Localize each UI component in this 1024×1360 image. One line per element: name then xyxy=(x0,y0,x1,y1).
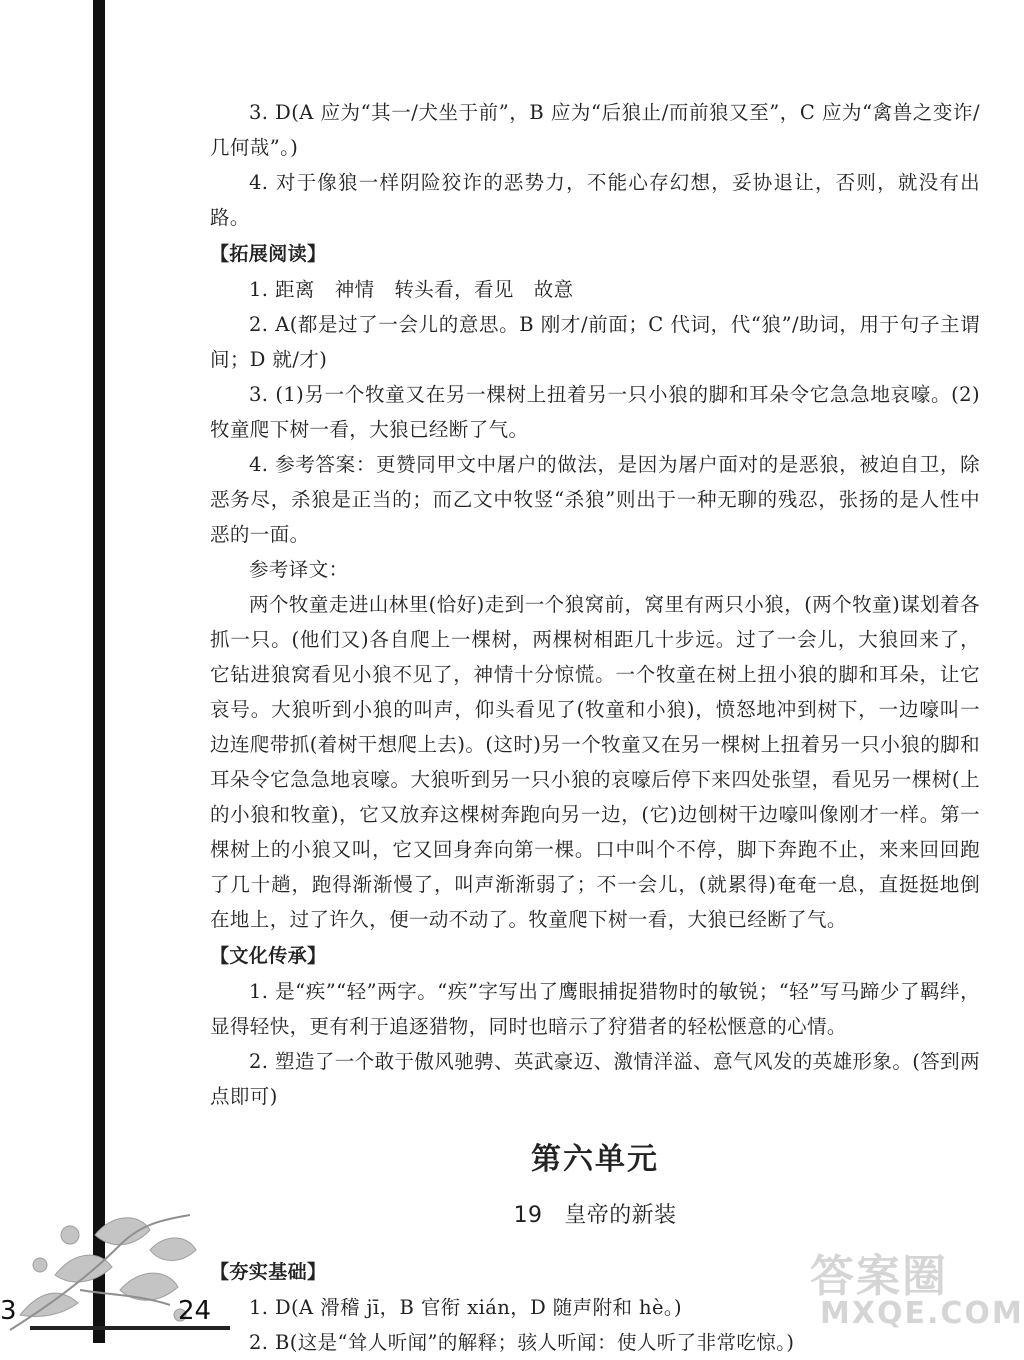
unit-title: 第六单元 xyxy=(531,1142,659,1177)
book-spine xyxy=(93,0,105,1343)
culture-heading: 【文化传承】 xyxy=(210,945,327,967)
answer-q3: 3. D(A 应为“其一/犬坐于前”，B 应为“后狼止/而前狼又至”，C 应为“禽兽之变诈/几何哉”。) xyxy=(210,101,980,159)
lesson-name: 皇帝的新装 xyxy=(564,1203,677,1228)
foundation-item-2: 2. B(这是“耸人听闻”的解释；骇人听闻：使人听了非常吃惊。) xyxy=(249,1331,795,1354)
watermark xyxy=(800,1240,1024,1340)
foundation-heading: 【夯实基础】 xyxy=(210,1261,327,1283)
page-number: 24 xyxy=(178,1296,212,1326)
extended-reading-item-1: 1. 距离 神情 转头看，看见 故意 xyxy=(249,278,574,301)
left-page-fragment: 3 xyxy=(0,1296,17,1326)
footer-rule xyxy=(30,1326,230,1330)
culture-item-1: 1. 是“疾”“轻”两字。“疾”字写出了鹰眼捕捉猎物时的敏锐；“轻”写马蹄少了羁绊，显得轻快，更有利于追逐猎物，同时也暗示了狩猎者的轻松惬意的心情。 xyxy=(210,980,980,1038)
culture-item-2: 2. 塑造了一个敢于傲风驰骋、英武豪迈、激情洋溢、意气风发的英雄形象。(答到两点即可) xyxy=(210,1050,980,1108)
extended-reading-item-2: 2. A(都是过了一会儿的意思。B 刚才/前面；C 代词，代“狼”/助词，用于句子主谓间；D 就/才) xyxy=(210,313,980,371)
translation-label: 参考译文： xyxy=(249,558,349,581)
watermark-cn: 答案圈 xyxy=(810,1251,948,1302)
foundation-item-1: 1. D(A 滑稽 jī，B 官衔 xián，D 随声附和 hè。) xyxy=(249,1296,683,1319)
extended-reading-heading: 【拓展阅读】 xyxy=(210,243,327,265)
extended-reading-item-4: 4. 参考答案：更赞同甲文中屠户的做法，是因为屠户面对的是恶狼，被迫自卫，除恶务尽，杀狼是正当的；而乙文中牧竖“杀狼”则出于一种无聊的残忍，张扬的是人性中恶的一面。 xyxy=(210,453,980,546)
answer-q4: 4. 对于像狼一样阴险狡诈的恶势力，不能心存幻想，妥协退让，否则，就没有出路。 xyxy=(210,171,980,229)
extended-reading-item-3: 3. (1)另一个牧童又在另一棵树上扭着另一只小狼的脚和耳朵令它急急地哀嚎。(2)牧童爬下树一看，大狼已经断了气。 xyxy=(210,383,980,441)
page-content xyxy=(210,95,980,1360)
lesson-number: 19 xyxy=(513,1203,543,1228)
translation-text: 两个牧童走进山林里(恰好)走到一个狼窝前，窝里有两只小狼，(两个牧童)谋划着各抓一只。(他们又)各自爬上一棵树，两棵树相距几十步远。过了一会儿，大狼回来了，它钻进狼窝看见小狼不见了，神情十分惊慌。一个牧童在树上扭小狼的脚和耳朵，让它哀号。大狼听到小狼的叫声，仰头看见了(牧童和小狼)，愤怒地冲到树下，一边嚎叫一边连爬带抓(着树干想爬上去)。(这时)另一个牧童又在另一棵树上扭着另一只小狼的脚和耳朵令它急急地哀嚎。大狼听到另一只小狼的哀嚎后停下来四处张望，看见另一棵树(上的小狼和牧童)，它又放弃这棵树奔跑向另一边，(它)边刨树干边嚎叫像刚才一样。第一棵树上的小狼又叫，它又回身奔向第一棵。口中叫个不停，脚下奔跑不止，来来回回跑了几十趟，跑得渐渐慢了，叫声渐渐弱了；不一会儿，(就累得)奄奄一息，直挺挺地倒在地上，过了许久，便一动不动了。牧童爬下树一看，大狼已经断了气。 xyxy=(210,593,980,931)
lesson-title xyxy=(210,1198,980,1233)
watermark-en: MXQE.COM xyxy=(820,1296,1024,1331)
